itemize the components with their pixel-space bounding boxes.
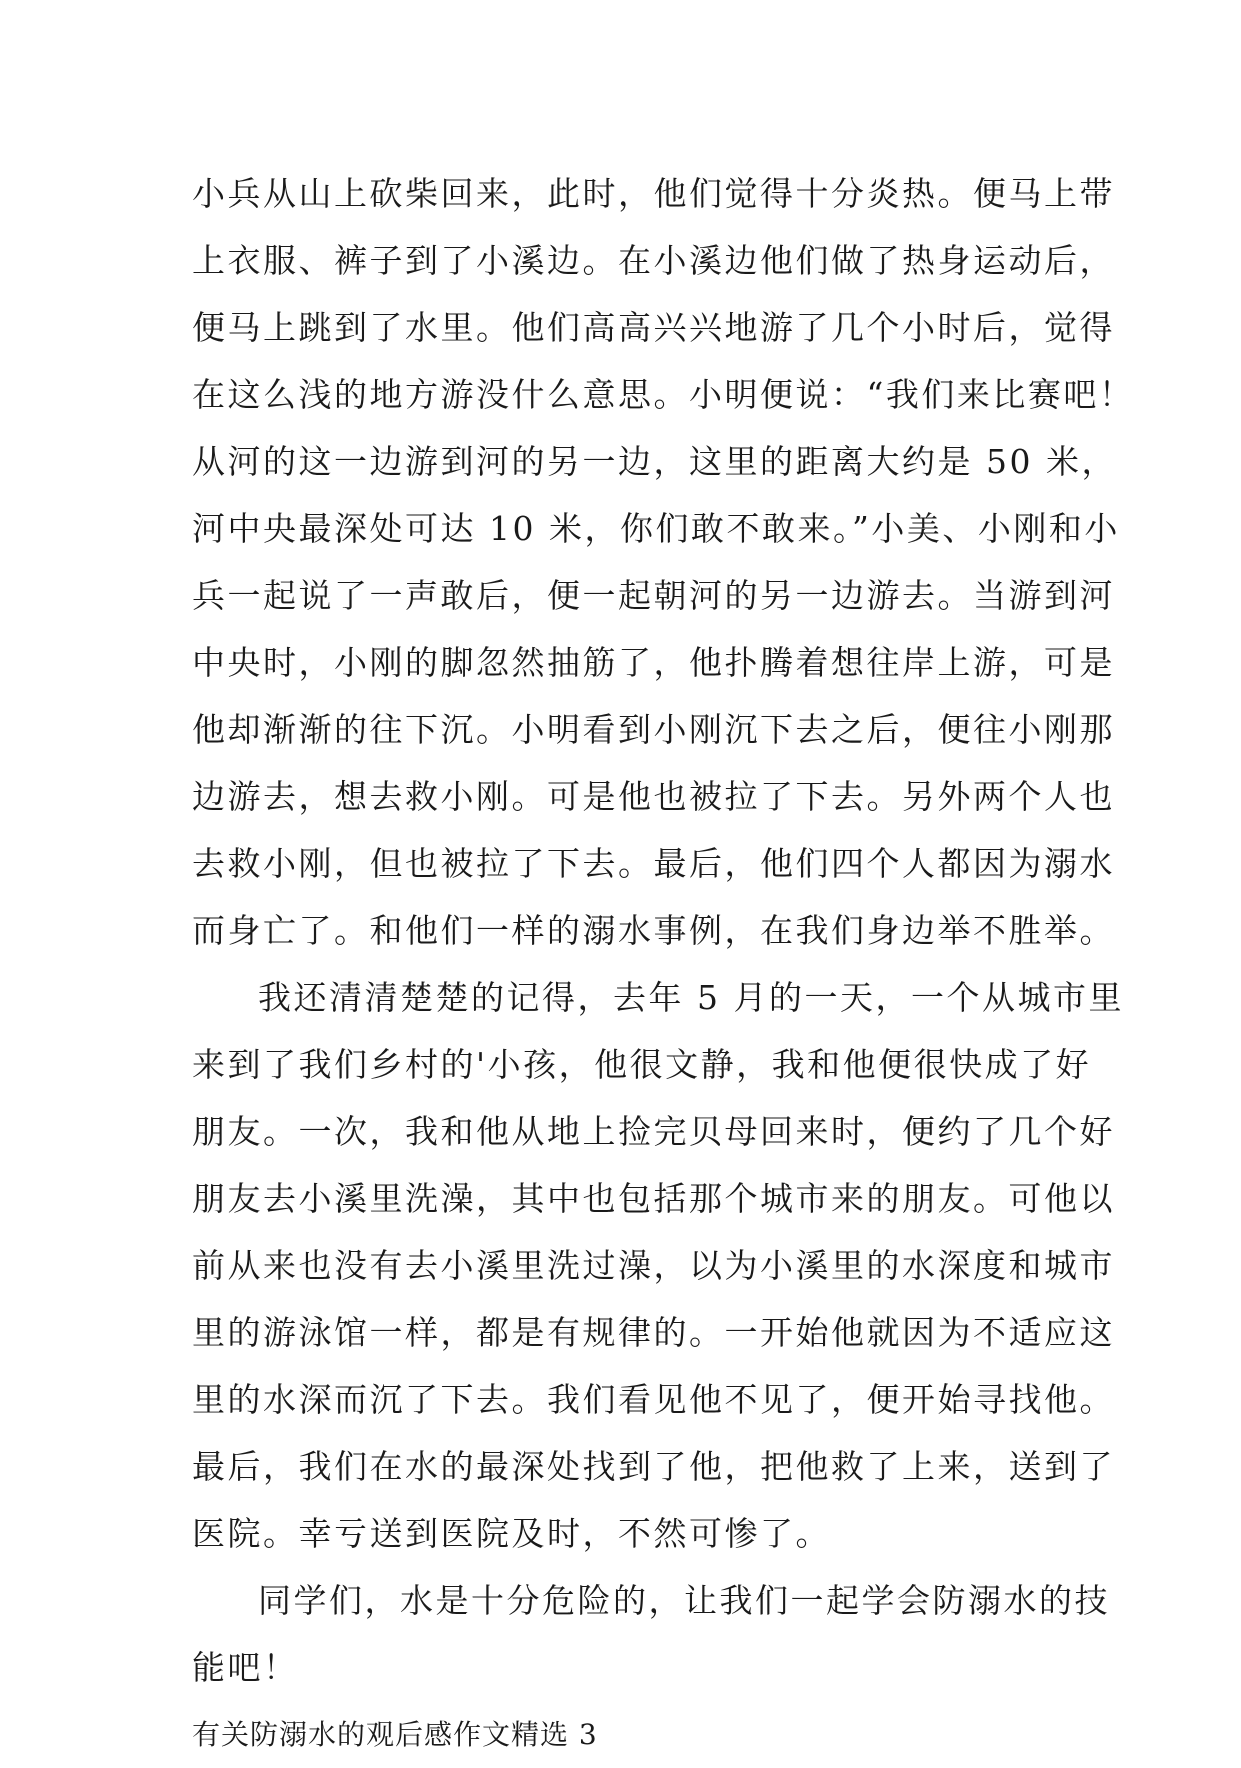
section-heading: 有关防溺水的观后感作文精选 3 (192, 1718, 598, 1751)
text-line: 来到了我们乡村的'小孩，他很文静，我和他便很快成了好 (192, 1045, 1092, 1084)
text-line: 而身亡了。和他们一样的溺水事例，在我们身边举不胜举。 (192, 911, 1115, 950)
text-line-first: 同学们，水是十分危险的，让我们一起学会防溺水的技 (258, 1581, 1110, 1620)
text-line: 便马上跳到了水里。他们高高兴兴地游了几个小时后，觉得 (192, 308, 1115, 347)
text-line: 医院。幸亏送到医院及时，不然可惨了。 (192, 1514, 831, 1553)
text-line: 中央时，小刚的脚忽然抽筋了，他扑腾着想往岸上游，可是 (192, 643, 1115, 682)
text-line: 河中央最深处可达 10 米，你们敢不敢来。”小美、小刚和小 (192, 509, 1120, 548)
text-line-first: 我还清清楚楚的记得，去年 5 月的一天，一个从城市里 (258, 978, 1124, 1017)
paragraph-1 (192, 160, 1135, 964)
text-line: 朋友去小溪里洗澡，其中也包括那个城市来的朋友。可他以 (192, 1179, 1115, 1218)
text-line: 最后，我们在水的最深处找到了他，把他救了上来，送到了 (192, 1447, 1115, 1486)
text-line: 边游去，想去救小刚。可是他也被拉了下去。另外两个人也 (192, 777, 1115, 816)
text-line: 能吧！ (192, 1648, 299, 1687)
text-line: 里的水深而沉了下去。我们看见他不见了，便开始寻找他。 (192, 1380, 1115, 1419)
text-line: 小兵从山上砍柴回来，此时，他们觉得十分炎热。便马上带 (192, 174, 1115, 213)
document-body (192, 160, 1135, 1768)
text-line: 去救小刚，但也被拉了下去。最后，他们四个人都因为溺水 (192, 844, 1115, 883)
text-line: 朋友。一次，我和他从地上捡完贝母回来时，便约了几个好 (192, 1112, 1115, 1151)
text-line: 上衣服、裤子到了小溪边。在小溪边他们做了热身运动后， (192, 241, 1115, 280)
text-line: 在这么浅的地方游没什么意思。小明便说：“我们来比赛吧！ (192, 375, 1135, 414)
text-line: 兵一起说了一声敢后，便一起朝河的另一边游去。当游到河 (192, 576, 1115, 615)
text-line: 里的游泳馆一样，都是有规律的。一开始他就因为不适应这 (192, 1313, 1115, 1352)
text-line: 他却渐渐的往下沉。小明看到小刚沉下去之后，便往小刚那 (192, 710, 1115, 749)
text-line: 从河的这一边游到河的另一边，这里的距离大约是 50 米， (192, 442, 1117, 481)
paragraph-3 (192, 1567, 1110, 1701)
paragraph-2 (192, 964, 1124, 1567)
text-line: 前从来也没有去小溪里洗过澡，以为小溪里的水深度和城市 (192, 1246, 1115, 1285)
